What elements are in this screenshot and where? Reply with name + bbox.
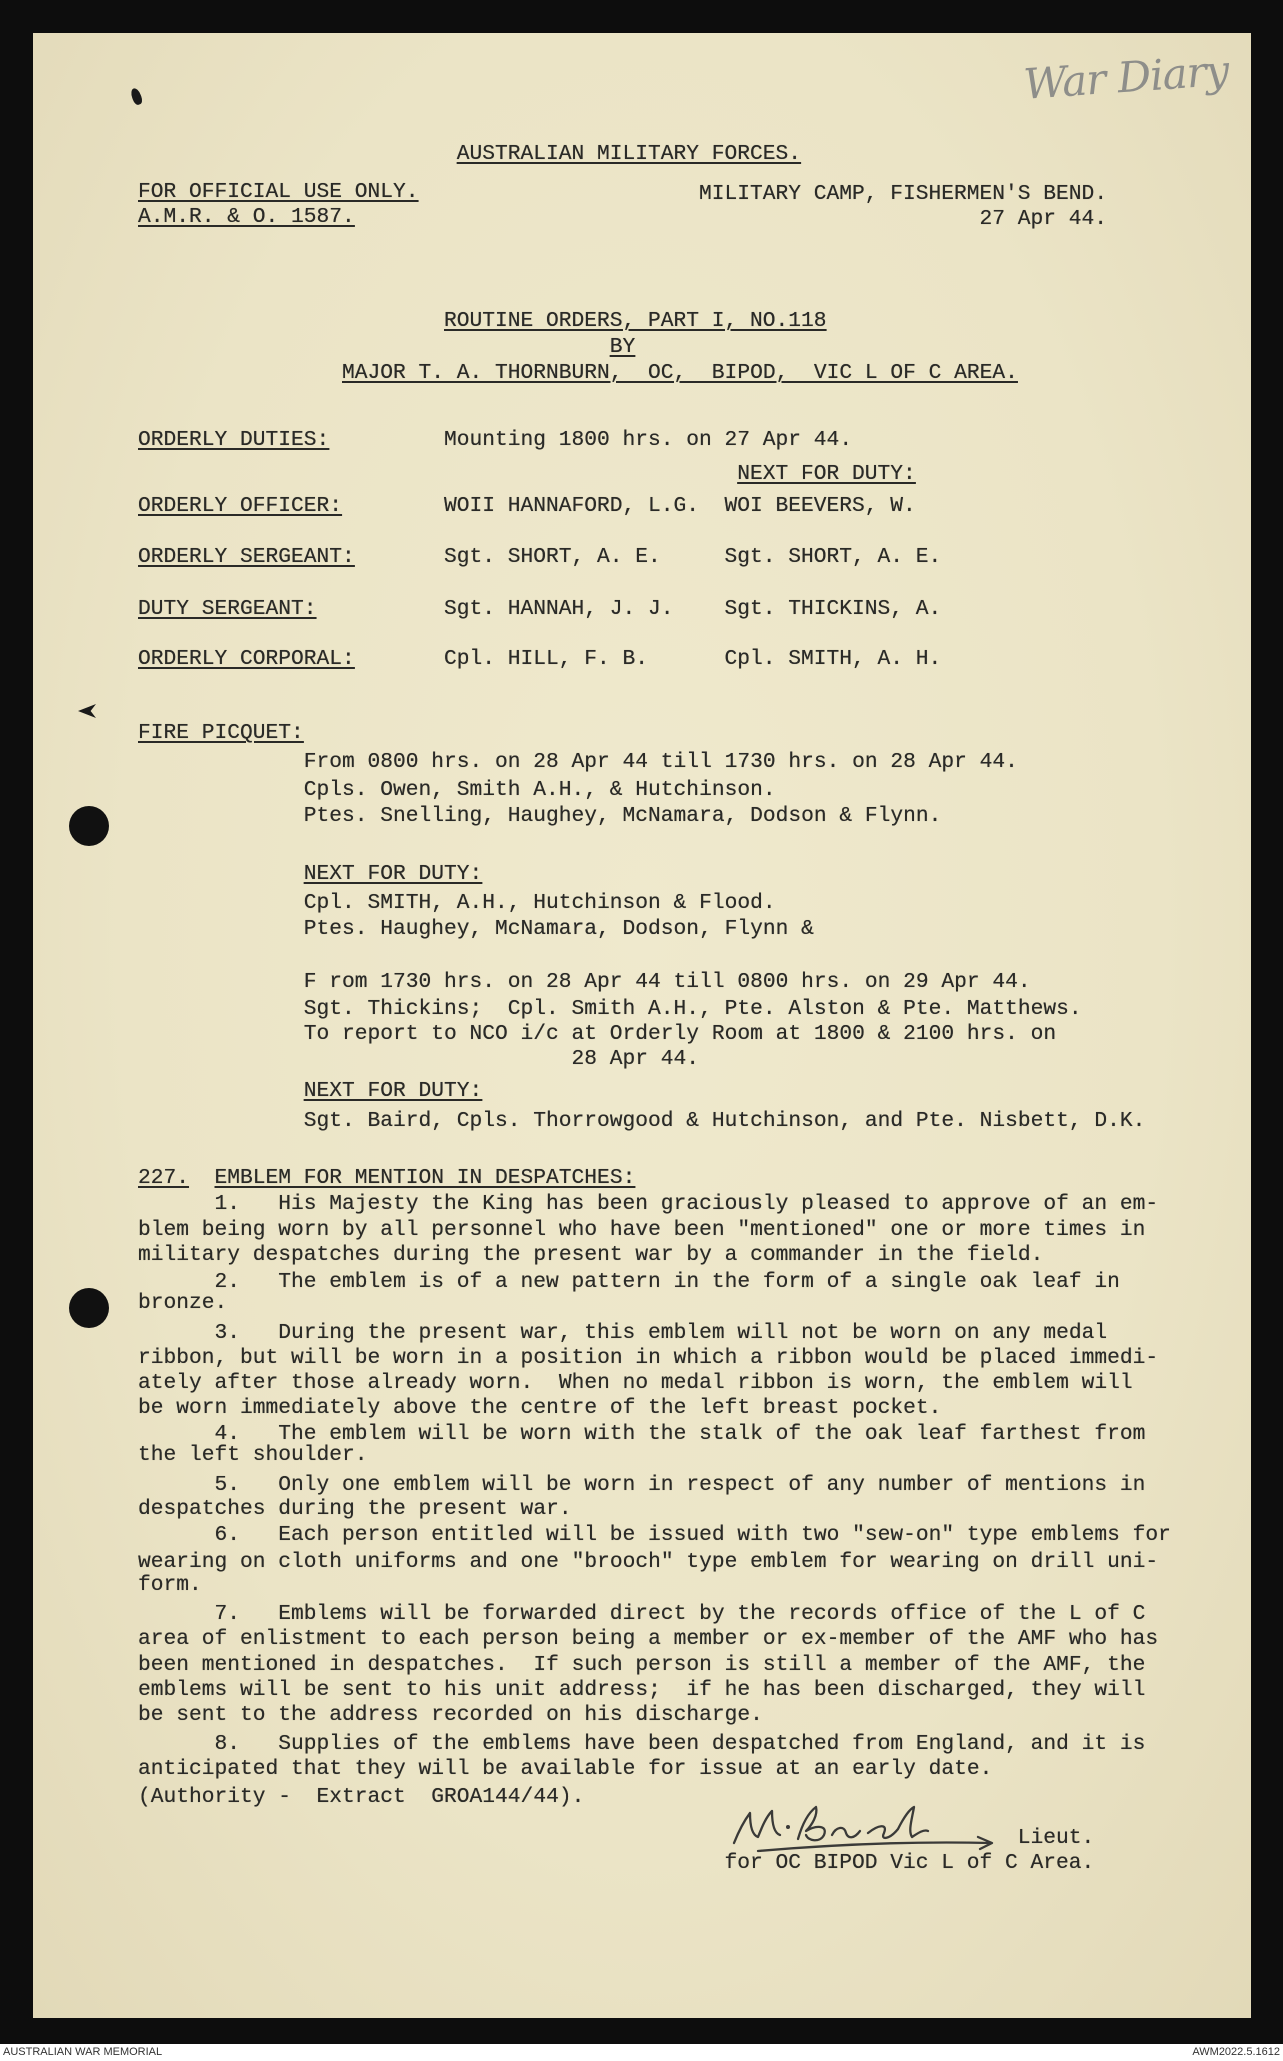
paragraph-line: ately after those already worn. When no medal ribbon is worn, the emblem will: [138, 1371, 1133, 1395]
orders-series: ROUTINE ORDERS, PART I, NO.118: [444, 309, 827, 333]
picquet-line: 28 Apr 44.: [571, 1047, 700, 1071]
picquet-line: F rom 1730 hrs. on 28 Apr 44 till 0800 hrs. on 29 Apr 44.: [303, 970, 1031, 994]
document-title: AUSTRALIAN MILITARY FORCES.: [456, 142, 802, 166]
paragraph-line: Emblems will be forwarded direct by the records office of the L of C: [278, 1602, 1146, 1626]
paragraph-line: Only one emblem will be worn in respect of any number of mentions in: [278, 1473, 1146, 1497]
signatory-on-behalf: for OC BIPOD Vic L of C Area.: [724, 1851, 1095, 1875]
picquet-next-line: Ptes. Haughey, McNamara, Dodson, Flynn &: [303, 917, 814, 941]
duty-role: ORDERLY CORPORAL:: [138, 647, 355, 671]
paragraph-line: been mentioned in despatches. If such person is still a member of the AMF, the: [138, 1653, 1146, 1677]
order-heading: EMBLEM FOR MENTION IN DESPATCHES:: [214, 1166, 636, 1190]
picquet-line: To report to NCO i/c at Orderly Room at 1800 & 2100 hrs. on: [303, 1022, 1057, 1046]
paragraph-number: 5.: [214, 1473, 241, 1497]
picquet-line: Sgt. Thickins; Cpl. Smith A.H., Pte. Alston & Pte. Matthews.: [303, 997, 1082, 1021]
paragraph-line: the left shoulder.: [138, 1443, 368, 1467]
paragraph-number: 4.: [214, 1422, 241, 1446]
duty-current: WOII HANNAFORD, L.G.: [444, 494, 700, 518]
paragraph-line: During the present war, this emblem will not be worn on any medal: [278, 1321, 1108, 1345]
paragraph-line: Each person entitled will be issued with two "sew-on" type emblems for: [278, 1523, 1171, 1547]
duty-current: Sgt. SHORT, A. E.: [444, 545, 661, 569]
paragraph-number: 6.: [214, 1523, 241, 1547]
document-date: 27 Apr 44.: [979, 207, 1108, 231]
duty-next: Sgt. THICKINS, A.: [724, 597, 942, 621]
classification: FOR OFFICIAL USE ONLY.: [138, 180, 419, 204]
picquet-next-label: NEXT FOR DUTY:: [303, 1079, 483, 1103]
paragraph-line: bronze.: [138, 1291, 228, 1315]
paragraph-line: emblems will be sent to his unit address; if he has been discharged, they will: [138, 1678, 1146, 1702]
footer-bar: [0, 2044, 1283, 2061]
duty-role: ORDERLY OFFICER:: [138, 494, 343, 518]
paragraph-line: ribbon, but will be worn in a position in which a ribbon would be placed immedi-: [138, 1346, 1159, 1370]
picquet-next-line: Sgt. Baird, Cpls. Thorrowgood & Hutchinson, and Pte. Nisbett, D.K.: [303, 1109, 1146, 1133]
paragraph-line: despatches during the present war.: [138, 1497, 572, 1521]
picquet-line: Cpls. Owen, Smith A.H., & Hutchinson.: [303, 778, 776, 802]
paragraph-line: wearing on cloth uniforms and one "brooch" type emblem for wearing on drill uni-: [138, 1550, 1159, 1574]
duty-next: Sgt. SHORT, A. E.: [724, 545, 942, 569]
order-number: 227.: [138, 1166, 190, 1190]
picquet-line: From 0800 hrs. on 28 Apr 44 till 1730 hrs. on 28 Apr 44.: [303, 750, 1018, 774]
duty-role: ORDERLY SERGEANT:: [138, 545, 355, 569]
signatory-rank: Lieut.: [1017, 1826, 1095, 1850]
footer-institution: AUSTRALIAN WAR MEMORIAL: [3, 2046, 163, 2058]
paragraph-line: blem being worn by all personnel who have been "mentioned" one or more times in: [138, 1218, 1146, 1242]
orders-by: BY: [609, 335, 636, 359]
duty-current: Cpl. HILL, F. B.: [444, 647, 649, 671]
punch-hole: [69, 1288, 109, 1328]
picquet-next-line: Cpl. SMITH, A.H., Hutchinson & Flood.: [303, 891, 776, 915]
location: MILITARY CAMP, FISHERMEN'S BEND.: [699, 182, 1108, 206]
handwritten-annotation: War Diary: [1022, 45, 1230, 109]
paragraph-line: Supplies of the emblems have been despatched from England, and it is: [278, 1732, 1146, 1756]
paragraph-number: 7.: [214, 1602, 241, 1626]
picquet-line: Ptes. Snelling, Haughey, McNamara, Dodson & Flynn.: [303, 804, 942, 828]
paragraph-line: form.: [138, 1573, 202, 1597]
duty-current: Sgt. HANNAH, J. J.: [444, 597, 674, 621]
orders-issuer: MAJOR T. A. THORNBURN, OC, BIPOD, VIC L OF C AREA.: [342, 361, 1018, 385]
mounting-time: Mounting 1800 hrs. on 27 Apr 44.: [444, 428, 853, 452]
picquet-next-label: NEXT FOR DUTY:: [303, 862, 483, 886]
paragraph-line: be worn immediately above the centre of the left breast pocket.: [138, 1396, 942, 1420]
footer-accession: AWM2022.5.1612: [1192, 2046, 1280, 2058]
paragraph-number: 8.: [214, 1732, 241, 1756]
reference-number: A.M.R. & O. 1587.: [138, 205, 355, 229]
paragraph-line: be sent to the address recorded on his discharge.: [138, 1703, 763, 1727]
punch-hole: [69, 806, 109, 846]
authority-reference: (Authority - Extract GROA144/44).: [138, 1785, 585, 1809]
paragraph-line: The emblem will be worn with the stalk of the oak leaf farthest from: [278, 1422, 1146, 1446]
paragraph-number: 1.: [214, 1192, 241, 1216]
paragraph-line: His Majesty the King has been graciously pleased to approve of an em-: [278, 1192, 1159, 1216]
paragraph-number: 2.: [214, 1270, 241, 1294]
duty-next: WOI BEEVERS, W.: [724, 494, 916, 518]
paragraph-number: 3.: [214, 1321, 241, 1345]
orderly-duties-label: ORDERLY DUTIES:: [138, 428, 330, 452]
duty-role: DUTY SERGEANT:: [138, 597, 317, 621]
paragraph-line: military despatches during the present war by a commander in the field.: [138, 1243, 1044, 1267]
fire-picquet-label: FIRE PICQUET:: [138, 721, 304, 745]
next-for-duty-heading: NEXT FOR DUTY:: [737, 462, 916, 486]
paragraph-line: The emblem is of a new pattern in the form of a single oak leaf in: [278, 1270, 1120, 1294]
paragraph-line: area of enlistment to each person being a member or ex-member of the AMF who has: [138, 1627, 1159, 1651]
paragraph-line: anticipated that they will be available for issue at an early date.: [138, 1757, 993, 1781]
duty-next: Cpl. SMITH, A. H.: [724, 647, 942, 671]
